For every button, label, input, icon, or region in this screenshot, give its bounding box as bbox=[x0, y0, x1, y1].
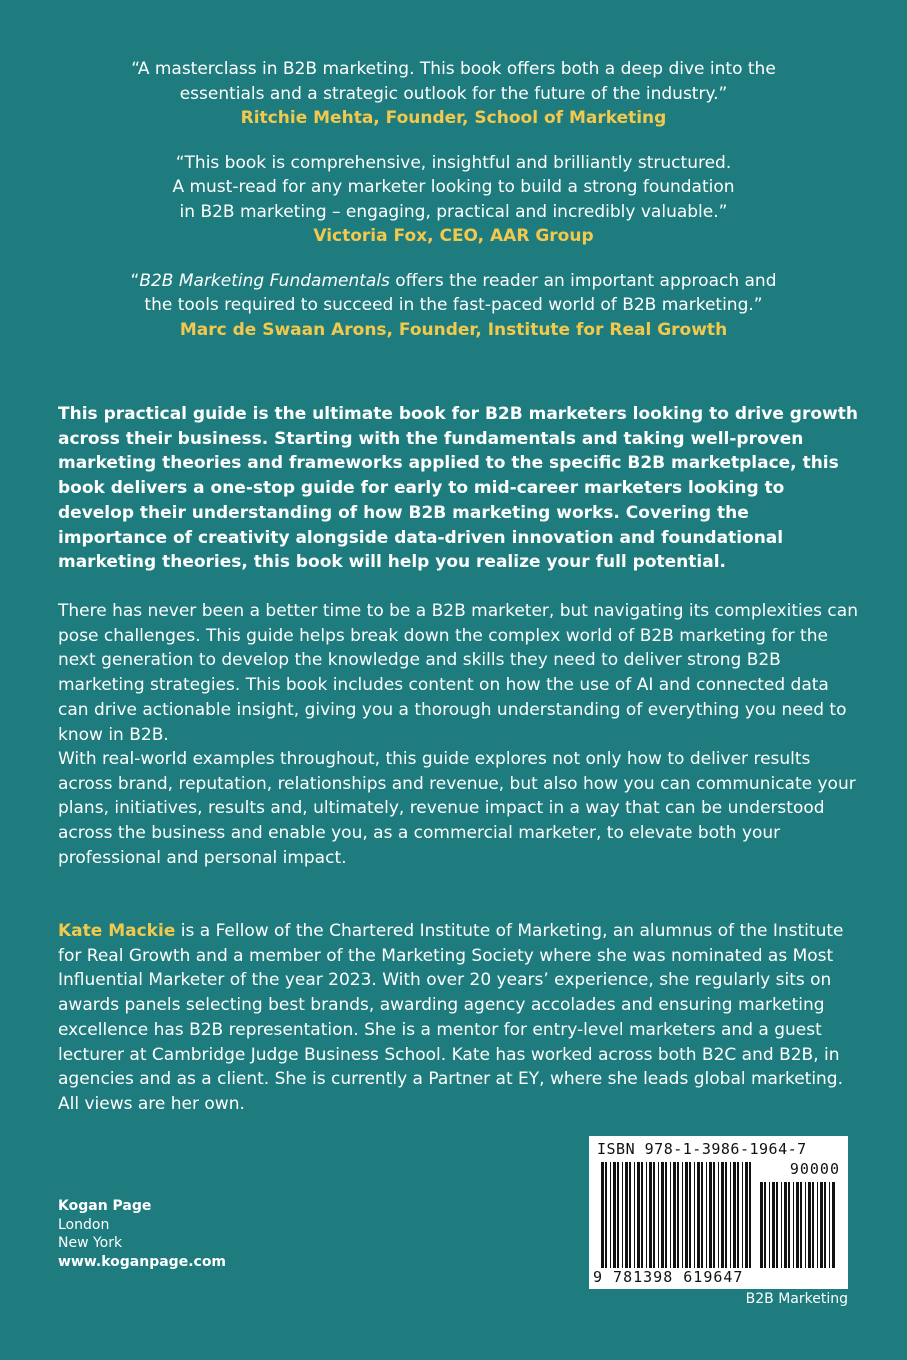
ean-number: 9 781398 619647 bbox=[593, 1268, 744, 1286]
body-paragraph-2: With real-world examples throughout, this guide explores not only how to deliver results across brand, reputation, relationships and revenue, but also how you can communicate your plans, initiatives, results and, ultimately, revenue impact in a way that can be understood across the business and enable you, as a commercial marketer, to elevate both your professional and personal impact. bbox=[58, 749, 856, 868]
quote-attribution: Ritchie Mehta, Founder, School of Marketing bbox=[240, 108, 667, 128]
body-paragraph-1: There has never been a better time to be a B2B marketer, but navigating its complexities can pose challenges. This guide helps break down the complex world of B2B marketing for the next generation to develop the knowledge and skills they need to deliver strong B2B marketing strategies. This book includes content on how the use of AI and connected data can drive actionable insight, giving you a thorough understanding of everything you need to know in B2B. bbox=[58, 601, 858, 745]
quote-line-with-italic-title: “B2B Marketing Fundamentals offers the reader an important approach and bbox=[130, 270, 777, 291]
author-bio bbox=[58, 919, 858, 1117]
endorsements bbox=[60, 57, 847, 362]
author-name: Kate Mackie bbox=[58, 921, 176, 941]
quote-line: in B2B marketing – engaging, practical and incredibly valuable.” bbox=[179, 201, 728, 222]
intro-paragraph: This practical guide is the ultimate book for B2B marketers looking to drive growth across their business. Starting with the fundamentals and taking well-proven marketing theories and frameworks applied to the specific B2B marketplace, this book delivers a one-stop guide for early to mid-career marketers looking to develop their understanding of how B2B marketing works. Covering the importance of creativity alongside data-driven innovation and foundational marketing theories, this book will help you realize your full potential. bbox=[58, 404, 858, 573]
quote-attribution: Marc de Swaan Arons, Founder, Institute for Real Growth bbox=[179, 319, 728, 340]
author-bio-text: is a Fellow of the Chartered Institute of Marketing, an alumnus of the Institute for Real Growth and a member of the Marketing Society where she was nominated as Most Influential Marketer of the year 2023. With over 20 years’ experience, she regularly sits on awards panels selecting best brands, awarding agency accolades and ensuring marketing excellence has B2B representation. She is a mentor for entry-level marketers and a guest lecturer at Cambridge Judge Business School. Kate has worked across both B2C and B2B, in agencies and as a client. She is currently a Partner at EY, where she leads global marketing. All views are her own. bbox=[58, 921, 844, 1114]
quote-attribution: Victoria Fox, CEO, AAR Group bbox=[313, 226, 594, 246]
quote-line: “A masterclass in B2B marketing. This book offers both a deep dive into the bbox=[131, 59, 776, 79]
isbn-number: ISBN 978-1-3986-1964-7 bbox=[597, 1140, 807, 1158]
endorsement-2 bbox=[60, 151, 847, 249]
quote-line: “This book is comprehensive, insightful and brilliantly structured. bbox=[175, 152, 732, 173]
publisher-city: London bbox=[58, 1216, 110, 1233]
addon-barcode-icon bbox=[760, 1182, 838, 1268]
publisher-block bbox=[58, 1197, 226, 1271]
barcode-icon bbox=[601, 1162, 753, 1268]
price-code: 90000 bbox=[789, 1160, 840, 1178]
endorsement-1 bbox=[60, 57, 847, 131]
quote-line: the tools required to succeed in the fast-paced world of B2B marketing.” bbox=[144, 295, 763, 315]
quote-line: essentials and a strategic outlook for the future of the industry.” bbox=[179, 83, 728, 104]
quote-line: A must-read for any marketer looking to build a strong foundation bbox=[172, 177, 735, 197]
publisher-city: New York bbox=[58, 1235, 123, 1251]
endorsement-3 bbox=[60, 269, 847, 343]
category-label: B2B Marketing bbox=[745, 1291, 848, 1307]
isbn-barcode bbox=[589, 1136, 848, 1289]
publisher-url: www.koganpage.com bbox=[58, 1253, 227, 1270]
publisher-name: Kogan Page bbox=[58, 1198, 152, 1214]
book-title: B2B Marketing Fundamentals bbox=[139, 270, 390, 291]
